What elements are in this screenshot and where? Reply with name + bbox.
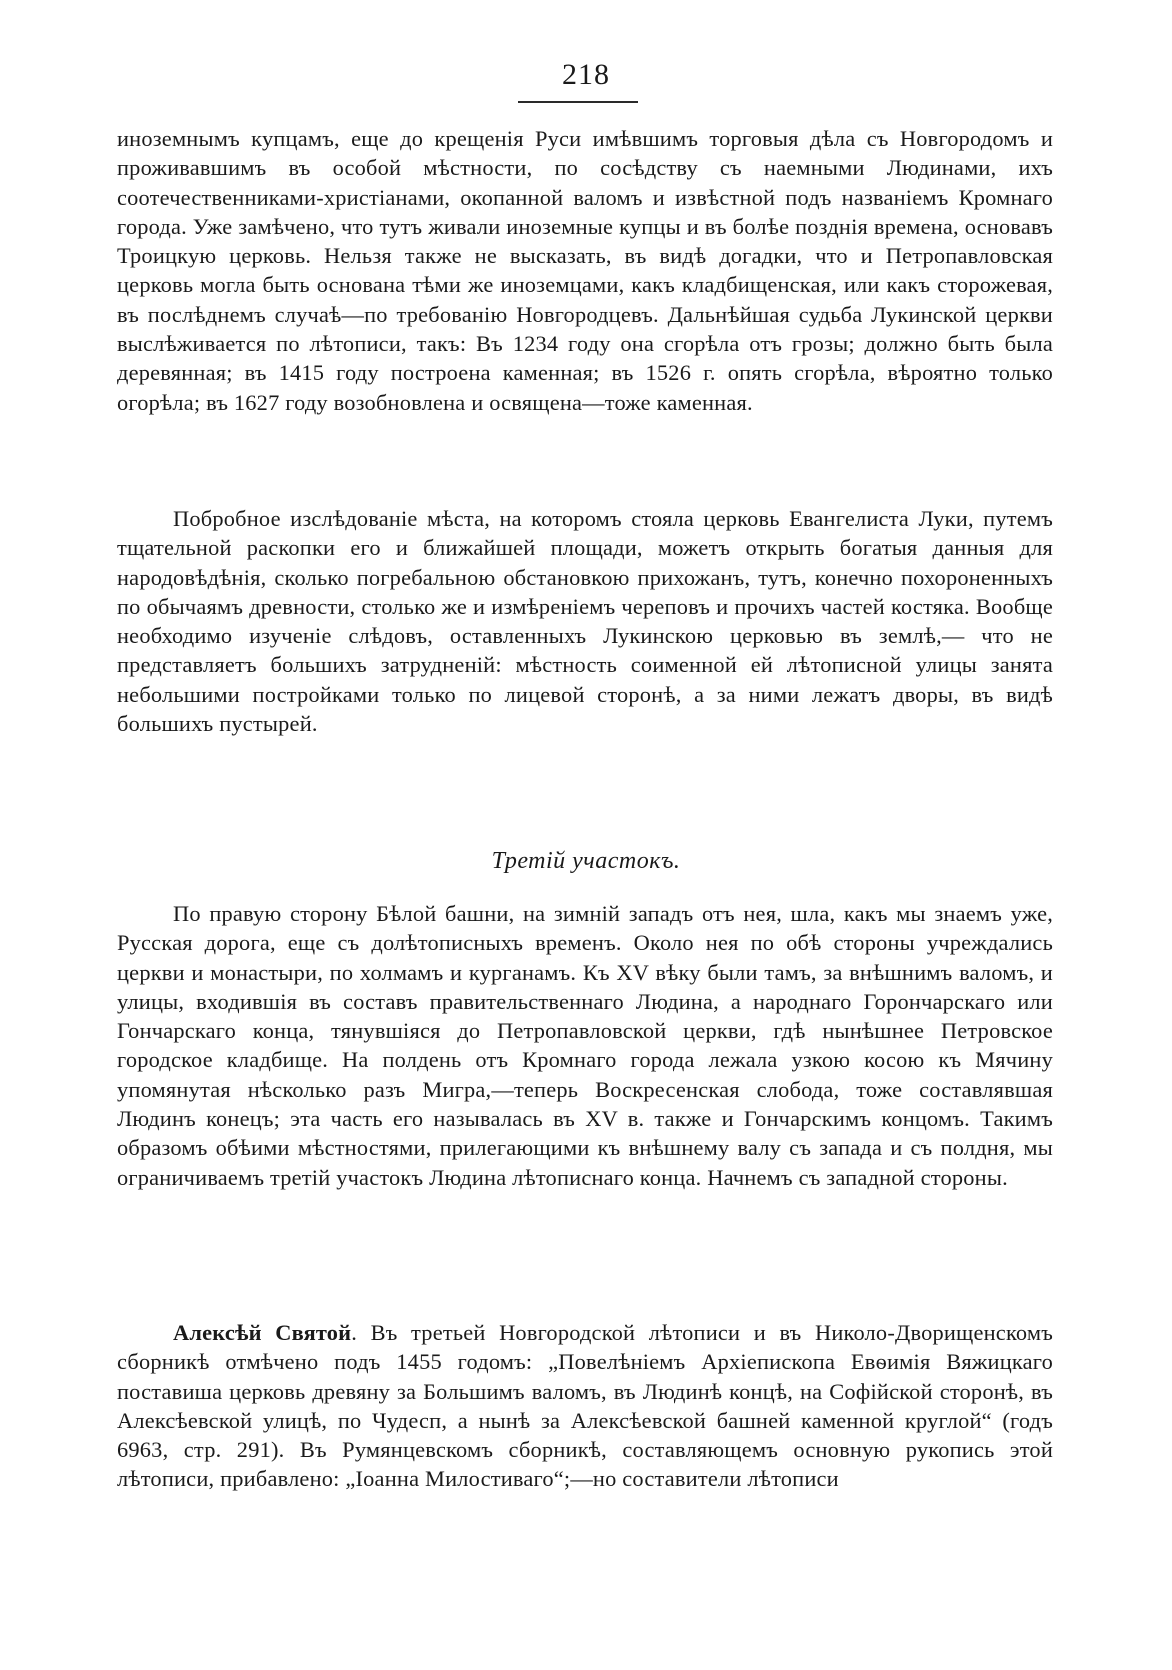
page-number-rule xyxy=(518,101,638,103)
page-number: 218 xyxy=(562,58,610,91)
section-heading: Третій участокъ. xyxy=(491,848,681,874)
text-block-3 xyxy=(117,899,1053,1192)
text-block-2 xyxy=(117,504,1053,738)
paragraph-3: По правую сторону Бѣлой башни, на зимній западъ отъ нея, шла, какъ мы знаемъ уже, Русская дорога, еще съ долѣтописныхъ временъ. Около нея по обѣ стороны учреждались церкви и монастыри, по холмамъ и курганамъ. Къ XV вѣку были тамъ, за внѣшнимъ валомъ, и улицы, входившія въ составъ правительственнаго Людина, а народнаго Горончарскаго или Гончарскаго конца, тянувшіяся до Петропавловской церкви, гдѣ нынѣшнее Петровское городское кладбище. На полдень отъ Кромнаго города лежала узкою косою къ Мячину упомянутая нѣсколько разъ Мигра,—теперь Воскресенская слобода, тоже составлявшая Людинъ конецъ; эта часть его называлась въ XV в. также и Гончарскимъ концомъ. Такимъ образомъ обѣими мѣстностями, прилегающими къ внѣшнему валу съ запада и съ полдня, мы ограничиваемъ третій участокъ Людина лѣтописнаго конца. Начнемъ съ западной стороны. xyxy=(117,901,1053,1190)
entry-text: . Въ третьей Новгородской лѣтописи и въ Николо-Дворищенскомъ сборникѣ отмѣчено подъ 1455 годомъ: „Повелѣніемъ Архіепископа Евѳимія Вяжицкаго поставиша церковь древяну за Большимъ валомъ, въ Людинѣ концѣ, на Софійской сторонѣ, въ Алексѣевской улицѣ, по Чудесп, а нынѣ за Алексѣевской башней каменной круглой“ (годъ 6963, стр. 291). Въ Румянцевскомъ сборникѣ, составляющемъ основную рукопись этой лѣтописи, прибавлено: „Іоанна Милостиваго“;—но составители лѣтописи xyxy=(117,1320,1053,1492)
entry-term: Алексѣй Святой xyxy=(173,1320,352,1345)
paragraph-1: иноземнымъ купцамъ, еще до крещенія Руси имѣвшимъ торговыя дѣла съ Новгородомъ и проживавшимъ въ особой мѣстности, по сосѣдству съ наемными Людинами, ихъ соотечественниками-христіанами, окопанной валомъ и извѣстной подъ названіемъ Кромнаго города. Уже замѣчено, что тутъ живали иноземные купцы и въ болѣе позднія времена, основавъ Троицкую церковь. Нельзя также не высказать, въ видѣ догадки, что и Петропавловская церковь могла быть основана тѣми же иноземцами, какъ кладбищенская, или какъ сторожевая, въ послѣднемъ случаѣ—по требованію Новгородцевъ. Дальнѣйшая судьба Лукинской церкви выслѣживается по лѣтописи, такъ: Въ 1234 году она сгорѣла отъ грозы; должно быть была деревянная; въ 1415 году построена каменная; въ 1526 г. опять сгорѣла, вѣроятно только огорѣла; въ 1627 году возобновлена и освящена—тоже каменная. xyxy=(117,126,1053,415)
text-block-1 xyxy=(117,124,1053,417)
paragraph-2: Пoбробное изслѣдованіе мѣста, на которомъ стояла церковь Евангелиста Луки, путемъ тщательной раскопки его и ближайшей площади, можетъ открыть богатыя данныя для народовѣдѣнія, сколько погребальною обстановкою прихожанъ, тутъ, конечно похороненныхъ по обычаямъ древности, столько же и измѣреніемъ череповъ и прочихъ частей костяка. Вообще необходимо изученіе слѣдовъ, оставленныхъ Лукинскою церковью въ землѣ,— что не представляетъ большихъ затрудненій: мѣстность соименной ей лѣтописной улицы занята небольшими постройками только по лицевой сторонѣ, а за ними лежатъ дворы, въ видѣ большихъ пустырей. xyxy=(117,506,1053,737)
paragraph-4 xyxy=(117,1318,1053,1494)
text-block-4 xyxy=(117,1318,1053,1494)
